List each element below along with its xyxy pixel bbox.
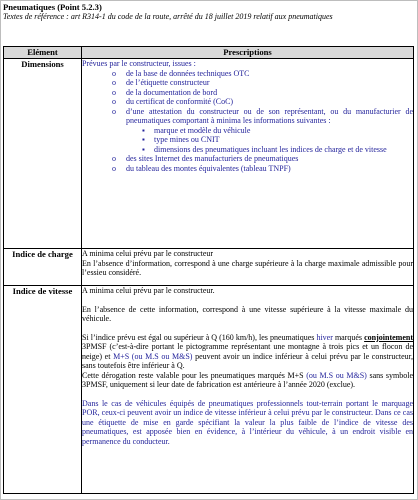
p3-text-a: Si l’indice prévu est égal ou supérieur à Q (160 km/h), les pneumatiques bbox=[82, 332, 317, 342]
p4-ms-marking: (ou M.S ou M&S) bbox=[306, 370, 367, 380]
table-row-vitesse bbox=[4, 286, 414, 494]
p4-text-b: sans symbole 3PMSF, uniquement si leur date de fabrication est antérieure à l’année 2020 (exclue). bbox=[82, 370, 413, 389]
section-title: Pneumatiques (Point 5.2.3) bbox=[3, 2, 102, 12]
table-header-row bbox=[4, 47, 414, 59]
column-header-prescriptions: Prescriptions bbox=[82, 47, 414, 59]
prescription-dimensions bbox=[82, 59, 414, 249]
prescriptions-table bbox=[3, 46, 414, 494]
vitesse-paragraph-5: Dans le cas de véhicules équipés de pneumatiques professionnels tout-terrain portant le marquage POR, ceux-ci peuvent avoir un indice de vitesse inférieur à celui prévu par le constructeur. Dans ce cas une étiquette de mise en garde spécifiant la valeur la plus faible de l’indice de vitesse des pneumatiques, est apposée bien en évidence, à l’intérieur du véhicule, à un endroit visible en permanence du conducteur. bbox=[82, 398, 413, 446]
vitesse-paragraph-3 bbox=[82, 333, 413, 371]
reference-texts: Textes de référence : art R314-1 du code de la route, arrêté du 18 juillet 2019 relatif aux pneumatiques bbox=[3, 12, 333, 21]
p3-hiver: hiver bbox=[316, 332, 333, 342]
p3-ms-marking: M+S (ou M.S ou M&S) bbox=[113, 351, 193, 361]
vitesse-paragraph-1: A minima celui prévu par le constructeur. bbox=[82, 286, 215, 295]
vitesse-paragraph-4 bbox=[82, 371, 413, 390]
list-item-text: d’une attestation du constructeur ou de son représentant, ou du manufacturier de pneumatiques comportant à minima les informations suivantes : bbox=[126, 106, 413, 125]
vitesse-paragraph-2: En l’absence de cette information, correspond à une vitesse supérieure à la vitesse maximale du véhicule. bbox=[82, 304, 413, 323]
list-item: o des sites Internet des manufacturiers de pneumatiques bbox=[112, 154, 413, 164]
table-row-dimensions bbox=[4, 59, 414, 249]
list-item: o du tableau des montes équivalentes (tableau TNPF) bbox=[112, 164, 413, 174]
element-indice-charge: Indice de charge bbox=[4, 249, 82, 286]
element-dimensions: Dimensions bbox=[4, 59, 82, 249]
list-subitem: ▪ dimensions des pneumatiques incluant les indices de charge et de vitesse bbox=[142, 145, 413, 155]
p4-text-a: Cette dérogation reste valable pour les pneumatiques marqués M+S bbox=[82, 370, 307, 380]
p3-text-b: marqués bbox=[332, 332, 365, 342]
list-item: o de la base de données techniques OTC bbox=[112, 69, 413, 79]
p3-text-c: 3PMSF (c’est-à-dire portant le pictogramme représentant une montagne à trois pics et un flocon de neige) et bbox=[82, 342, 413, 361]
p3-conjointement: conjointement bbox=[364, 332, 413, 342]
dimensions-intro: Prévues par le constructeur, issues : bbox=[82, 59, 196, 68]
table-row-charge bbox=[4, 249, 414, 286]
list-subitem: ▪ type mines ou CNIT bbox=[142, 135, 413, 145]
element-indice-vitesse: Indice de vitesse bbox=[4, 286, 82, 494]
charge-paragraph-1: A minima celui prévu par le constructeur bbox=[82, 249, 214, 258]
list-item: o de la documentation de bord bbox=[112, 88, 413, 98]
attestation-info-list bbox=[126, 126, 413, 155]
list-item: o du certificat de conformité (CoC) bbox=[112, 97, 413, 107]
prescription-vitesse bbox=[82, 286, 414, 494]
charge-paragraph-2: En l’absence d’information, correspond à une charge supérieure à la charge maximale admissible pour l’essieu considéré. bbox=[82, 258, 413, 277]
prescription-charge bbox=[82, 249, 414, 286]
list-subitem: ▪ marque et modèle du véhicule bbox=[142, 126, 413, 136]
section-header bbox=[3, 2, 413, 21]
dimensions-source-list bbox=[82, 69, 413, 174]
list-item bbox=[112, 107, 413, 155]
p3-text-d: peuvent avoir un indice inférieur à celui prévu par le constructeur, sans toutefois être inférieur à Q. bbox=[82, 351, 414, 370]
column-header-element: Elément bbox=[4, 47, 82, 59]
list-item: o de l’étiquette constructeur bbox=[112, 78, 413, 88]
